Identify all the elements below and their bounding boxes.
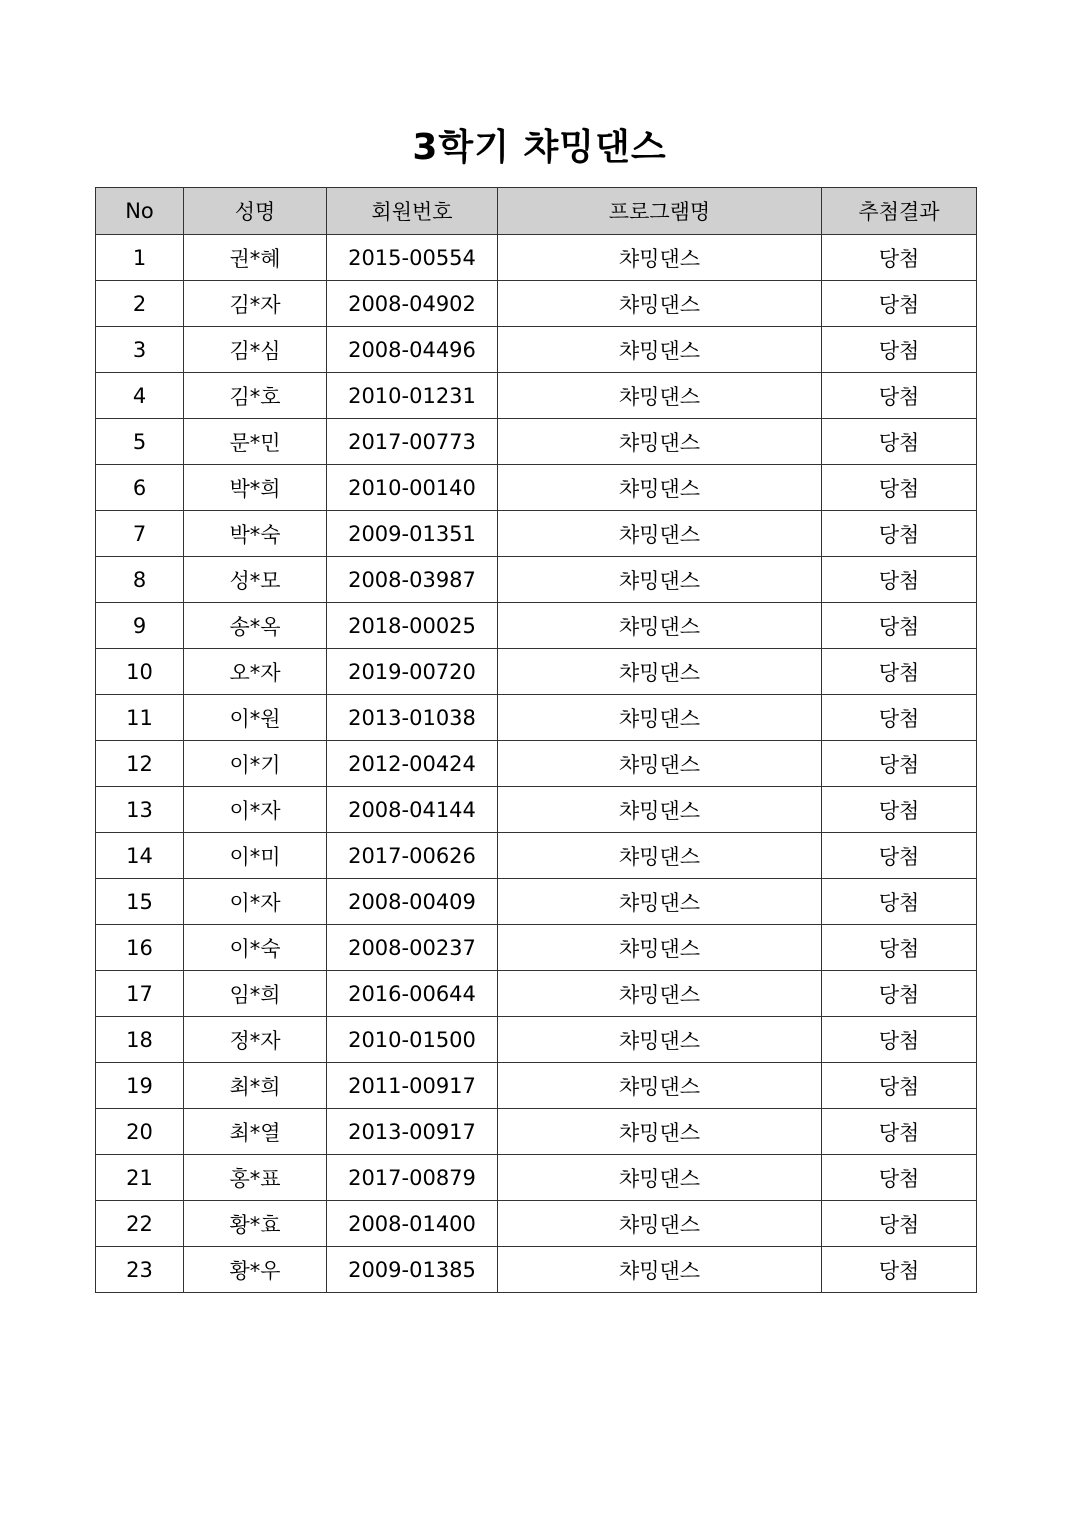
cell-no: 8 [96, 557, 184, 603]
cell-name: 김*호 [184, 373, 327, 419]
cell-name: 김*자 [184, 281, 327, 327]
cell-no: 19 [96, 1063, 184, 1109]
cell-no: 12 [96, 741, 184, 787]
cell-member-id: 2008-01400 [327, 1201, 498, 1247]
cell-member-id: 2008-04496 [327, 327, 498, 373]
cell-result: 당첨 [822, 511, 977, 557]
cell-name: 홍*표 [184, 1155, 327, 1201]
cell-no: 7 [96, 511, 184, 557]
table-row [96, 879, 977, 925]
cell-result: 당첨 [822, 1201, 977, 1247]
cell-no: 22 [96, 1201, 184, 1247]
lottery-results-table [95, 187, 977, 1293]
cell-result: 당첨 [822, 465, 977, 511]
cell-member-id: 2008-04144 [327, 787, 498, 833]
cell-no: 1 [96, 235, 184, 281]
cell-program: 챠밍댄스 [498, 557, 822, 603]
cell-no: 11 [96, 695, 184, 741]
cell-no: 16 [96, 925, 184, 971]
cell-result: 당첨 [822, 741, 977, 787]
cell-result: 당첨 [822, 1063, 977, 1109]
table-row [96, 603, 977, 649]
cell-program: 챠밍댄스 [498, 879, 822, 925]
cell-member-id: 2018-00025 [327, 603, 498, 649]
cell-name: 황*효 [184, 1201, 327, 1247]
cell-result: 당첨 [822, 833, 977, 879]
cell-no: 21 [96, 1155, 184, 1201]
table-row [96, 741, 977, 787]
cell-result: 당첨 [822, 327, 977, 373]
cell-member-id: 2013-00917 [327, 1109, 498, 1155]
header-result: 추첨결과 [822, 188, 977, 235]
header-no: No [96, 188, 184, 235]
cell-result: 당첨 [822, 971, 977, 1017]
cell-no: 13 [96, 787, 184, 833]
cell-name: 이*원 [184, 695, 327, 741]
cell-no: 20 [96, 1109, 184, 1155]
cell-result: 당첨 [822, 373, 977, 419]
cell-result: 당첨 [822, 603, 977, 649]
cell-member-id: 2017-00626 [327, 833, 498, 879]
cell-name: 이*자 [184, 787, 327, 833]
cell-result: 당첨 [822, 879, 977, 925]
cell-program: 챠밍댄스 [498, 1155, 822, 1201]
cell-name: 박*숙 [184, 511, 327, 557]
cell-program: 챠밍댄스 [498, 511, 822, 557]
table-row [96, 787, 977, 833]
cell-result: 당첨 [822, 1017, 977, 1063]
cell-program: 챠밍댄스 [498, 281, 822, 327]
page-title: 3학기 챠밍댄스 [412, 127, 667, 169]
cell-program: 챠밍댄스 [498, 833, 822, 879]
cell-program: 챠밍댄스 [498, 741, 822, 787]
table-row [96, 419, 977, 465]
cell-program: 챠밍댄스 [498, 603, 822, 649]
cell-name: 오*자 [184, 649, 327, 695]
table-body [96, 235, 977, 1293]
cell-member-id: 2011-00917 [327, 1063, 498, 1109]
cell-program: 챠밍댄스 [498, 327, 822, 373]
cell-no: 14 [96, 833, 184, 879]
cell-result: 당첨 [822, 281, 977, 327]
cell-no: 2 [96, 281, 184, 327]
cell-name: 문*민 [184, 419, 327, 465]
table-row [96, 373, 977, 419]
cell-name: 임*희 [184, 971, 327, 1017]
cell-member-id: 2010-01231 [327, 373, 498, 419]
table-row [96, 971, 977, 1017]
cell-program: 챠밍댄스 [498, 373, 822, 419]
cell-program: 챠밍댄스 [498, 1201, 822, 1247]
cell-name: 이*숙 [184, 925, 327, 971]
cell-name: 정*자 [184, 1017, 327, 1063]
cell-member-id: 2009-01351 [327, 511, 498, 557]
table-row [96, 557, 977, 603]
cell-member-id: 2008-00409 [327, 879, 498, 925]
cell-name: 이*기 [184, 741, 327, 787]
cell-member-id: 2008-04902 [327, 281, 498, 327]
cell-program: 챠밍댄스 [498, 235, 822, 281]
cell-member-id: 2016-00644 [327, 971, 498, 1017]
cell-result: 당첨 [822, 649, 977, 695]
cell-name: 송*옥 [184, 603, 327, 649]
cell-member-id: 2019-00720 [327, 649, 498, 695]
table-row [96, 327, 977, 373]
table-row [96, 281, 977, 327]
table-header-row [96, 188, 977, 235]
cell-program: 챠밍댄스 [498, 465, 822, 511]
table-row [96, 1155, 977, 1201]
table-row [96, 649, 977, 695]
cell-program: 챠밍댄스 [498, 971, 822, 1017]
cell-name: 박*희 [184, 465, 327, 511]
cell-name: 이*자 [184, 879, 327, 925]
cell-no: 6 [96, 465, 184, 511]
cell-no: 9 [96, 603, 184, 649]
cell-name: 이*미 [184, 833, 327, 879]
cell-name: 최*희 [184, 1063, 327, 1109]
cell-result: 당첨 [822, 557, 977, 603]
table-row [96, 833, 977, 879]
table-row [96, 1201, 977, 1247]
table-row [96, 465, 977, 511]
cell-result: 당첨 [822, 787, 977, 833]
cell-result: 당첨 [822, 235, 977, 281]
cell-name: 최*열 [184, 1109, 327, 1155]
table-row [96, 695, 977, 741]
cell-name: 황*우 [184, 1247, 327, 1293]
cell-program: 챠밍댄스 [498, 1063, 822, 1109]
cell-result: 당첨 [822, 419, 977, 465]
cell-member-id: 2009-01385 [327, 1247, 498, 1293]
cell-no: 18 [96, 1017, 184, 1063]
header-name: 성명 [184, 188, 327, 235]
cell-no: 17 [96, 971, 184, 1017]
table-row [96, 1109, 977, 1155]
table-row [96, 925, 977, 971]
table-row [96, 1063, 977, 1109]
cell-program: 챠밍댄스 [498, 1247, 822, 1293]
cell-program: 챠밍댄스 [498, 787, 822, 833]
cell-member-id: 2017-00773 [327, 419, 498, 465]
table-row [96, 1017, 977, 1063]
cell-result: 당첨 [822, 1247, 977, 1293]
cell-member-id: 2012-00424 [327, 741, 498, 787]
cell-result: 당첨 [822, 1109, 977, 1155]
table-row [96, 1247, 977, 1293]
cell-member-id: 2010-01500 [327, 1017, 498, 1063]
cell-no: 5 [96, 419, 184, 465]
cell-result: 당첨 [822, 1155, 977, 1201]
table-row [96, 235, 977, 281]
cell-result: 당첨 [822, 925, 977, 971]
cell-no: 10 [96, 649, 184, 695]
cell-member-id: 2015-00554 [327, 235, 498, 281]
cell-no: 3 [96, 327, 184, 373]
cell-member-id: 2008-00237 [327, 925, 498, 971]
header-member-id: 회원번호 [327, 188, 498, 235]
cell-member-id: 2008-03987 [327, 557, 498, 603]
cell-no: 15 [96, 879, 184, 925]
cell-name: 김*심 [184, 327, 327, 373]
cell-program: 챠밍댄스 [498, 1017, 822, 1063]
cell-name: 권*혜 [184, 235, 327, 281]
cell-member-id: 2017-00879 [327, 1155, 498, 1201]
cell-member-id: 2013-01038 [327, 695, 498, 741]
header-program: 프로그램명 [498, 188, 822, 235]
cell-no: 4 [96, 373, 184, 419]
cell-program: 챠밍댄스 [498, 419, 822, 465]
cell-program: 챠밍댄스 [498, 1109, 822, 1155]
cell-program: 챠밍댄스 [498, 695, 822, 741]
cell-no: 23 [96, 1247, 184, 1293]
cell-program: 챠밍댄스 [498, 925, 822, 971]
cell-program: 챠밍댄스 [498, 649, 822, 695]
cell-member-id: 2010-00140 [327, 465, 498, 511]
cell-result: 당첨 [822, 695, 977, 741]
table-row [96, 511, 977, 557]
cell-name: 성*모 [184, 557, 327, 603]
